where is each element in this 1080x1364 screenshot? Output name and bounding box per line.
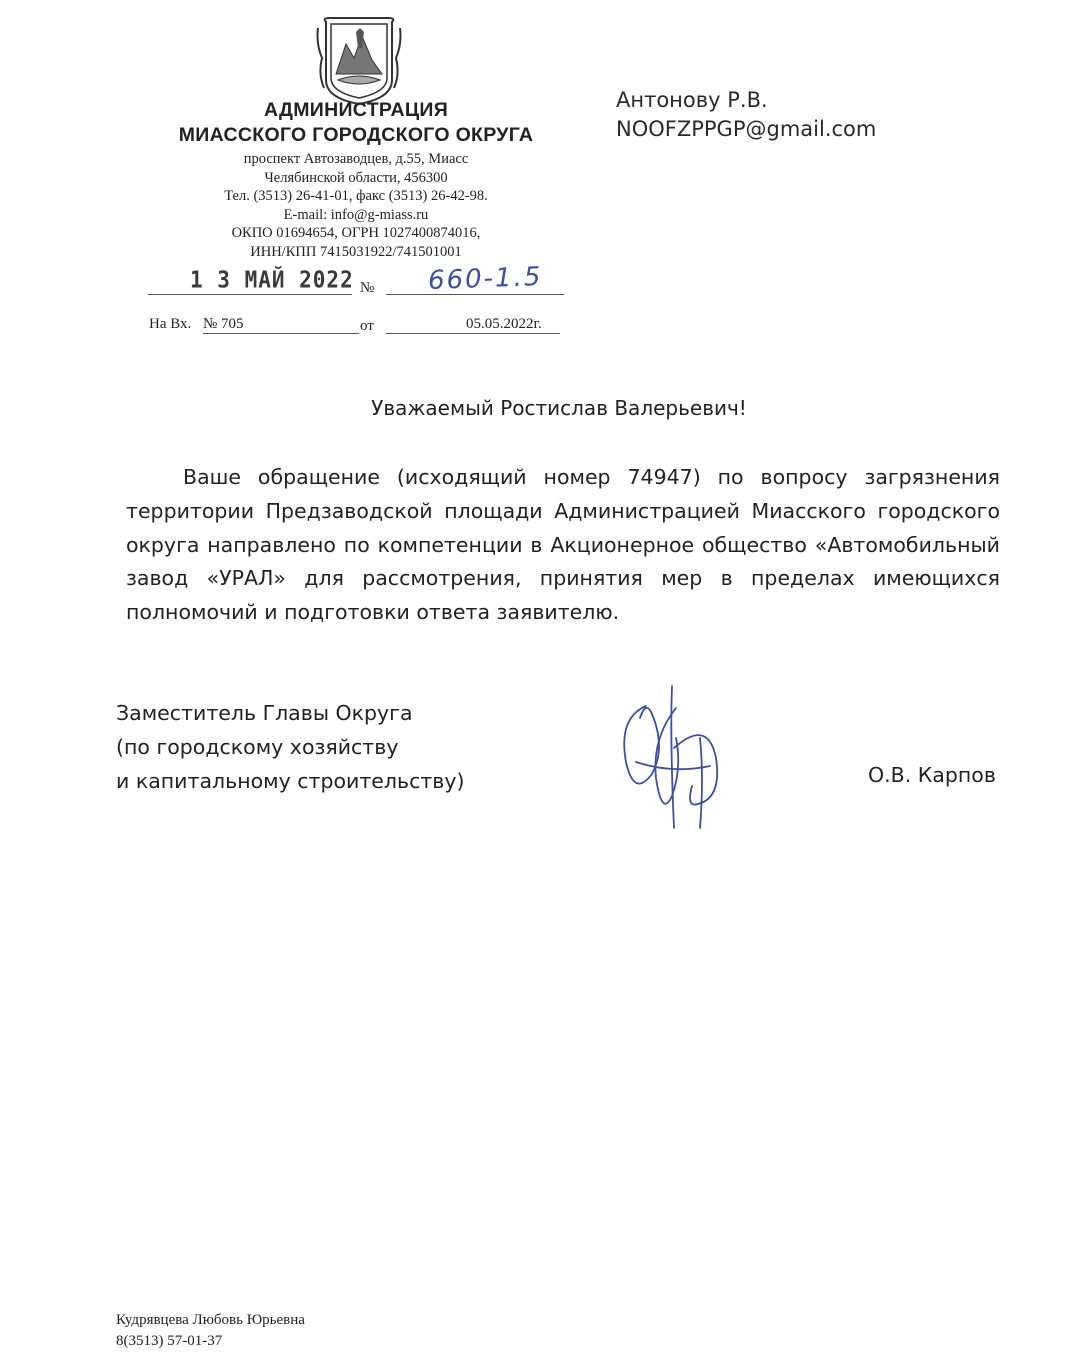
incoming-label: На Вх. (149, 316, 192, 332)
from-label: от (360, 318, 374, 334)
incoming-number-underline (203, 333, 359, 334)
signer-name: О.В. Карпов (868, 763, 996, 787)
codes-line1: ОКПО 01694654, ОГРН 1027400874016, (231, 225, 481, 242)
outgoing-number-handwritten: 660-1.5 (427, 262, 543, 296)
greeting: Уважаемый Ростислав Валерьевич! (371, 396, 747, 420)
incoming-date-underline (386, 333, 560, 334)
executor-name: Кудрявцева Любовь Юрьевна (116, 1312, 305, 1328)
signer-position (116, 697, 465, 798)
date-stamp: 1 3 МАЙ 2022 (190, 266, 354, 293)
recipient-email: NOOFZPPGP@gmail.com (616, 117, 877, 141)
recipient-block (616, 86, 876, 144)
date-underline (148, 294, 352, 295)
letter-body: Ваше обращение (исходящий номер 74947) по вопросу загрязнения территории Предзаводской площади Администрацией Миасского городского округа направлено по компетенции в Акционерное общество «Автомобильный завод «УРАЛ» для рассмотрения, принятия мер в пределах имеющихся полномочий и подготовки ответа заявителю. (126, 465, 1000, 625)
address-line1: проспект Автозаводцев, д.55, Миасс (243, 151, 469, 167)
handwritten-signature (612, 678, 732, 838)
letterhead (116, 98, 596, 262)
executor-block (116, 1310, 305, 1352)
number-sign: № (360, 280, 375, 296)
codes-line2: ИНН/КПП 7415031922/741501001 (250, 243, 462, 260)
phone-line: Тел. (3513) 26-41-01, факс (3513) 26-42-98. (224, 188, 488, 205)
incoming-date: 05.05.2022г. (466, 316, 542, 332)
incoming-number: № 705 (203, 316, 244, 332)
address-line2: Челябинской области, 456300 (264, 169, 448, 186)
recipient-name: Антонову Р.В. (616, 88, 768, 112)
position-line3: и капитальному строительству) (116, 768, 465, 793)
position-line2: (по городскому хозяйству (116, 734, 399, 759)
city-coat-of-arms-emblem (316, 14, 402, 106)
executor-phone: 8(3513) 57-01-37 (116, 1333, 223, 1349)
org-name-line1: АДМИНИСТРАЦИЯ (263, 99, 449, 121)
email-line: E-mail: info@g-miass.ru (283, 206, 429, 223)
position-line1: Заместитель Главы Округа (116, 701, 413, 725)
org-name-line2: МИАССКОГО ГОРОДСКОГО ОКРУГА (178, 124, 534, 146)
